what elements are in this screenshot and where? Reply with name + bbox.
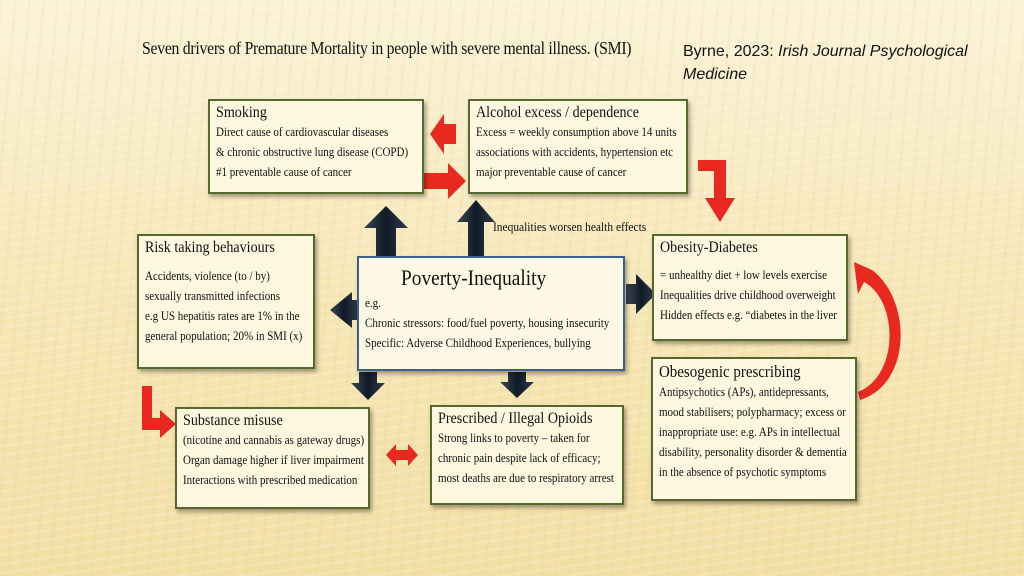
risk-line: e.g US hepatitis rates are 1% in the xyxy=(145,309,300,323)
smoking-title: Smoking xyxy=(216,104,267,121)
citation-journal: Irish Journal Psychological Medicine xyxy=(683,43,968,83)
alcohol-line: associations with accidents, hypertension etc xyxy=(476,145,674,159)
arrow-down-left-to-substance xyxy=(351,372,385,400)
poverty-line: Specific: Adverse Childhood Experiences, bullying xyxy=(365,336,591,350)
alcohol-line: major preventable cause of cancer xyxy=(476,165,627,179)
substance-title: Substance misuse xyxy=(183,412,283,429)
red-double-arrow xyxy=(386,444,418,466)
risk-line: general population; 20% in SMI (x) xyxy=(145,329,303,343)
opioids-line: chronic pain despite lack of efficacy; xyxy=(438,451,601,465)
arrow-up-to-smoking xyxy=(364,206,408,256)
citation-author: Byrne, 2023: xyxy=(683,43,779,60)
poverty-inequality-box xyxy=(357,256,625,371)
opioids-box xyxy=(430,405,624,505)
inequalities-note: Inequalities worsen health effects xyxy=(493,219,647,234)
arrow-up-to-alcohol xyxy=(457,200,495,256)
obesogenic-line: inappropriate use: e.g. APs in intellectual xyxy=(659,425,841,439)
substance-line: Organ damage higher if liver impairment xyxy=(183,453,364,467)
smoking-line: #1 preventable cause of cancer xyxy=(216,165,352,179)
red-arrow-smoking-to-alcohol xyxy=(424,163,466,199)
alcohol-line: Excess = weekly consumption above 14 units xyxy=(476,125,677,139)
obesity-line: Hidden effects e.g. “diabetes in the liver xyxy=(660,308,837,322)
red-arrow-alcohol-to-smoking xyxy=(430,114,456,154)
red-curved-arrow xyxy=(854,262,901,400)
obesity-diabetes-box xyxy=(652,234,848,341)
arrow-down-to-opioids xyxy=(500,372,534,398)
page-title: Seven drivers of Premature Mortality in people with severe mental illness. (SMI) xyxy=(142,38,632,58)
obesogenic-line: mood stabilisers; polypharmacy; excess or xyxy=(659,405,846,419)
obesogenic-title: Obesogenic prescribing xyxy=(659,362,801,381)
smoking-box xyxy=(208,99,424,194)
obesity-title: Obesity-Diabetes xyxy=(660,239,758,256)
opioids-line: Strong links to poverty – taken for xyxy=(438,431,590,445)
red-arrow-substance-left xyxy=(142,386,176,438)
risk-title: Risk taking behaviours xyxy=(145,239,275,256)
obesogenic-line: disability, personality disorder & dementia xyxy=(659,445,847,459)
obesogenic-line: in the absence of psychotic symptoms xyxy=(659,465,827,479)
red-arrow-alcohol-to-obesity xyxy=(698,160,735,222)
poverty-title: Poverty-Inequality xyxy=(401,265,547,290)
smoking-line: Direct cause of cardiovascular diseases xyxy=(216,125,389,139)
risk-taking-box xyxy=(137,234,315,369)
substance-line: Interactions with prescribed medication xyxy=(183,473,358,487)
obesity-line: = unhealthy diet + low levels exercise xyxy=(660,268,827,282)
alcohol-box xyxy=(468,99,688,194)
opioids-line: most deaths are due to respiratory arrest xyxy=(438,471,614,485)
arrow-left-to-risk xyxy=(330,292,358,328)
alcohol-title: Alcohol excess / dependence xyxy=(476,104,640,121)
obesogenic-line: Antipsychotics (APs), antidepressants, xyxy=(659,385,829,399)
obesogenic-prescribing-box xyxy=(651,357,857,501)
poverty-line: e.g. xyxy=(365,296,381,310)
smoking-line: & chronic obstructive lung disease (COPD) xyxy=(216,145,409,159)
risk-line: sexually transmitted infections xyxy=(145,289,281,303)
opioids-title: Prescribed / Illegal Opioids xyxy=(438,410,593,427)
substance-misuse-box xyxy=(175,407,370,509)
obesity-line: Inequalities drive childhood overweight xyxy=(660,288,836,302)
substance-line: (nicotine and cannabis as gateway drugs) xyxy=(183,433,365,447)
poverty-line: Chronic stressors: food/fuel poverty, housing insecurity xyxy=(365,316,610,330)
risk-line: Accidents, violence (to / by) xyxy=(145,269,270,283)
